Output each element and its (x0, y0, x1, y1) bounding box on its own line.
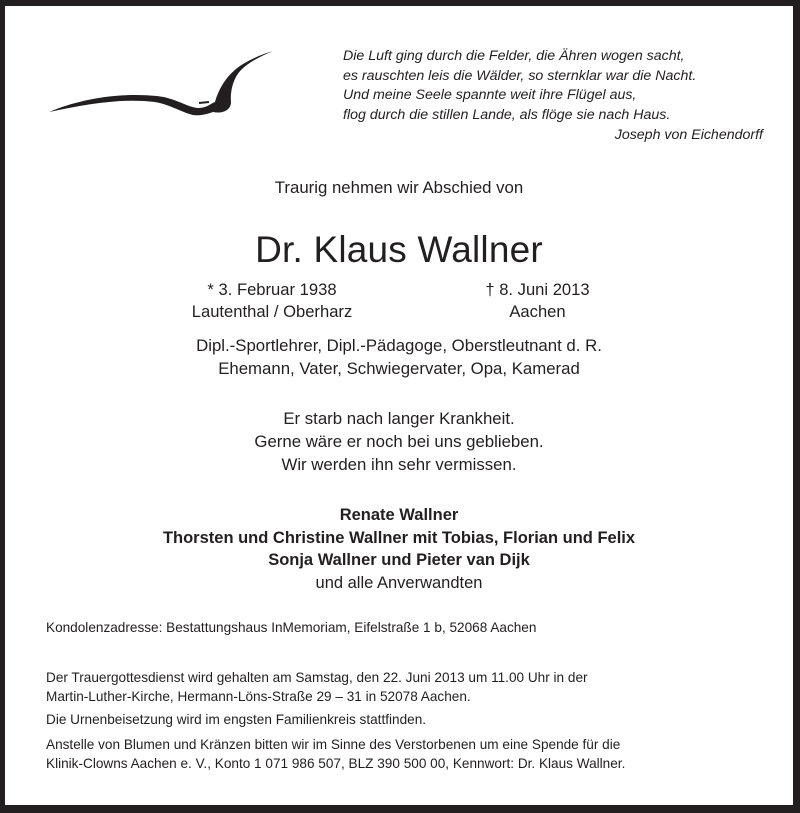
birth-place: Lautenthal / Oberharz (191, 302, 353, 321)
poem-author: Joseph von Eichendorff (614, 127, 763, 143)
poem-line: flog durch die stillen Lande, als flöge sie nach Haus. (343, 106, 671, 123)
service-line: Der Trauergottesdienst wird gehalten am Samstag, den 22. Juni 2013 um 11.00 Uhr in der (46, 670, 588, 685)
professional-titles: Dipl.-Sportlehrer, Dipl.-Pädagoge, Oberstleutnant d. R. (196, 336, 602, 355)
donation-line: Anstelle von Blumen und Kränzen bitten wir im Sinne des Verstorbenen um eine Spende für die (46, 737, 621, 752)
message-line: Wir werden ihn sehr vermissen. (281, 455, 517, 474)
mourners-list (5, 504, 793, 594)
family-roles: Ehemann, Vater, Schwiegervater, Opa, Kamerad (218, 358, 580, 378)
poem-line: Und meine Seele spannte weit ihre Flügel aus, (343, 87, 637, 103)
flying-bird-icon (47, 48, 275, 128)
service-line: Martin-Luther-Kirche, Hermann-Löns-Straße 29 – 31 in 52078 Aachen. (46, 688, 471, 704)
death-place: Aachen (509, 302, 566, 321)
deceased-name: Dr. Klaus Wallner (255, 229, 543, 270)
deceased-titles (5, 335, 793, 380)
intro-text: Traurig nehmen wir Abschied von (274, 178, 524, 197)
birth-info (177, 279, 367, 323)
mourner: Thorsten und Christine Wallner mit Tobias, Florian und Felix (162, 528, 636, 547)
mourner: Sonja Wallner und Pieter van Dijk (268, 551, 530, 569)
donation-line: Klinik-Clowns Aachen e. V., Konto 1 071 986 507, BLZ 390 500 00, Kennwort: Dr. Klaus Wallner. (46, 755, 626, 771)
poem-line: es rauschten leis die Wälder, so sternklar war die Nacht. (343, 67, 697, 84)
mourner: Renate Wallner (339, 506, 459, 524)
birth-date: * 3. Februar 1938 (207, 280, 337, 299)
condolence-address: Kondolenzadresse: Bestattungshaus InMemoriam, Eifelstraße 1 b, 52068 Aachen (46, 620, 537, 635)
urn-burial-info: Die Urnenbeisetzung wird im engsten Familienkreis stattfinden. (46, 712, 427, 727)
death-date: † 8. Juni 2013 (485, 280, 590, 299)
donation-request (46, 736, 762, 773)
obituary-notice (5, 6, 793, 805)
message-line: Gerne wäre er noch bei uns geblieben. (254, 432, 544, 451)
poem-quote (343, 47, 763, 146)
message-line: Er starb nach langer Krankheit. (283, 409, 515, 428)
farewell-message (5, 407, 793, 476)
other-relatives: und alle Anverwandten (315, 573, 483, 592)
death-info (445, 279, 630, 323)
funeral-service-info (46, 669, 762, 706)
poem-line: Die Luft ging durch die Felder, die Ähren wogen sacht, (343, 48, 685, 64)
